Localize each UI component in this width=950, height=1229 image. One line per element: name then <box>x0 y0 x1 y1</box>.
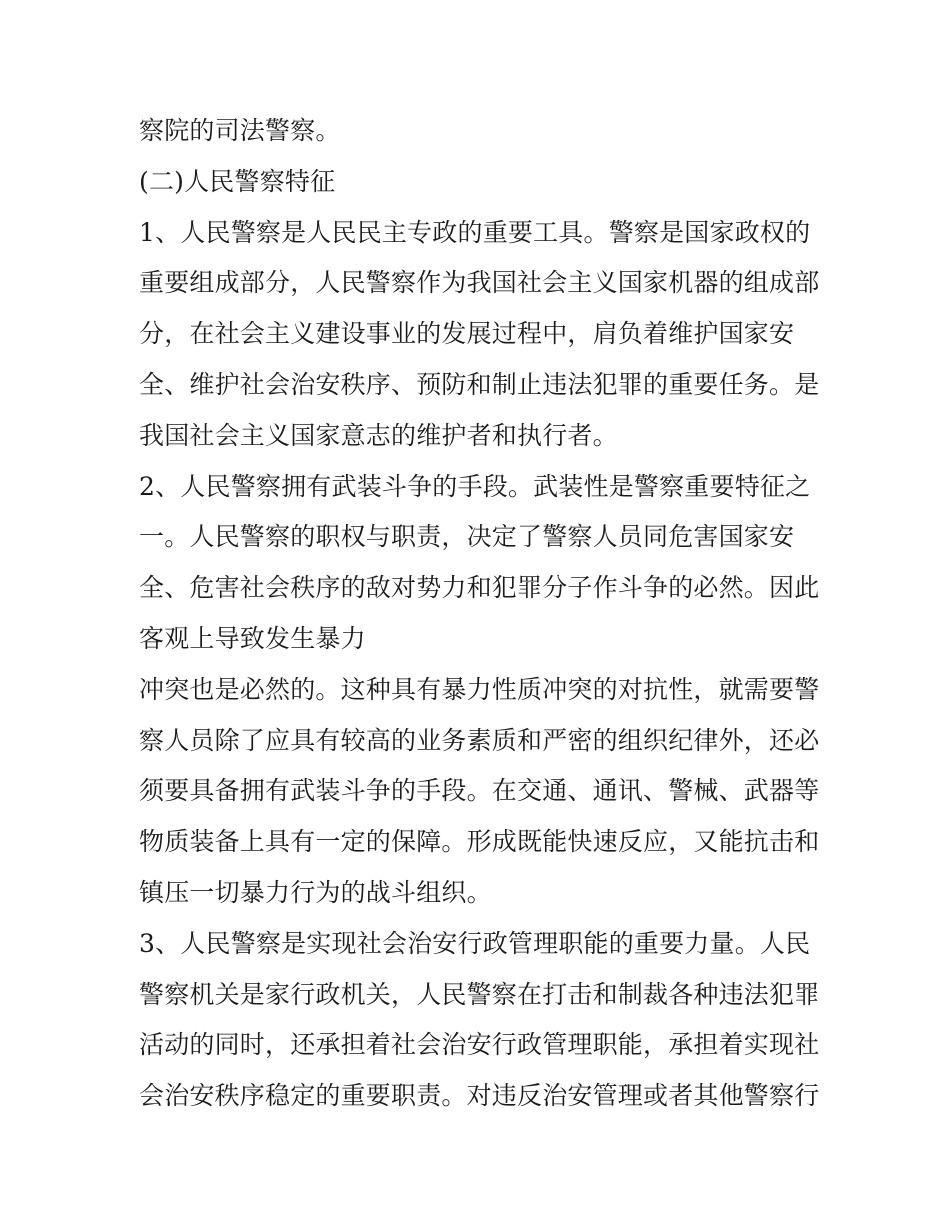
text-line: 客观上导致发生暴力 <box>139 623 366 653</box>
text-line: 1、人民警察是人民民主专政的重要工具。警察是国家政权的 <box>139 217 811 247</box>
text-line: 全、危害社会秩序的敌对势力和犯罪分子作斗争的必然。因此 <box>139 573 820 603</box>
text-line: 察院的司法警察。 <box>139 116 341 145</box>
document-body <box>139 106 829 1122</box>
text-line: 冲突也是必然的。这种具有暴力性质冲突的对抗性，就需要警 <box>139 674 820 704</box>
text-line: 镇压一切暴力行为的战斗组织。 <box>139 877 492 907</box>
text-line: 重要组成部分，人民警察作为我国社会主义国家机器的组成部 <box>139 268 820 298</box>
text-line: 我国社会主义国家意志的维护者和执行者。 <box>139 420 618 450</box>
text-line: 活动的同时，还承担着社会治安行政管理职能，承担着实现社 <box>139 1030 820 1060</box>
text-line: 警察机关是家行政机关，人民警察在打击和制裁各种违法犯罪 <box>139 979 820 1009</box>
text-line: 3、人民警察是实现社会治安行政管理职能的重要力量。人民 <box>139 928 811 958</box>
text-line: 物质装备上具有一定的保障。形成既能快速反应，又能抗击和 <box>139 827 820 857</box>
text-line: 全、维护社会治安秩序、预防和制止违法犯罪的重要任务。是 <box>139 369 820 399</box>
text-line: 会治安秩序稳定的重要职责。对违反治安管理或者其他警察行 <box>139 1081 820 1111</box>
text-line: 2、人民警察拥有武装斗争的手段。武装性是警察重要特征之 <box>139 471 811 501</box>
text-line: 察人员除了应具有较高的业务素质和严密的组织纪律外，还必 <box>139 725 820 755</box>
section-heading: (二)人民警察特征 <box>139 166 336 196</box>
text-line: 须要具备拥有武装斗争的手段。在交通、通讯、警械、武器等 <box>139 776 820 806</box>
text-line: 分，在社会主义建设事业的发展过程中，肩负着维护国家安 <box>139 319 795 349</box>
text-line: 一。人民警察的职权与职责，决定了警察人员同危害国家安 <box>139 522 795 552</box>
